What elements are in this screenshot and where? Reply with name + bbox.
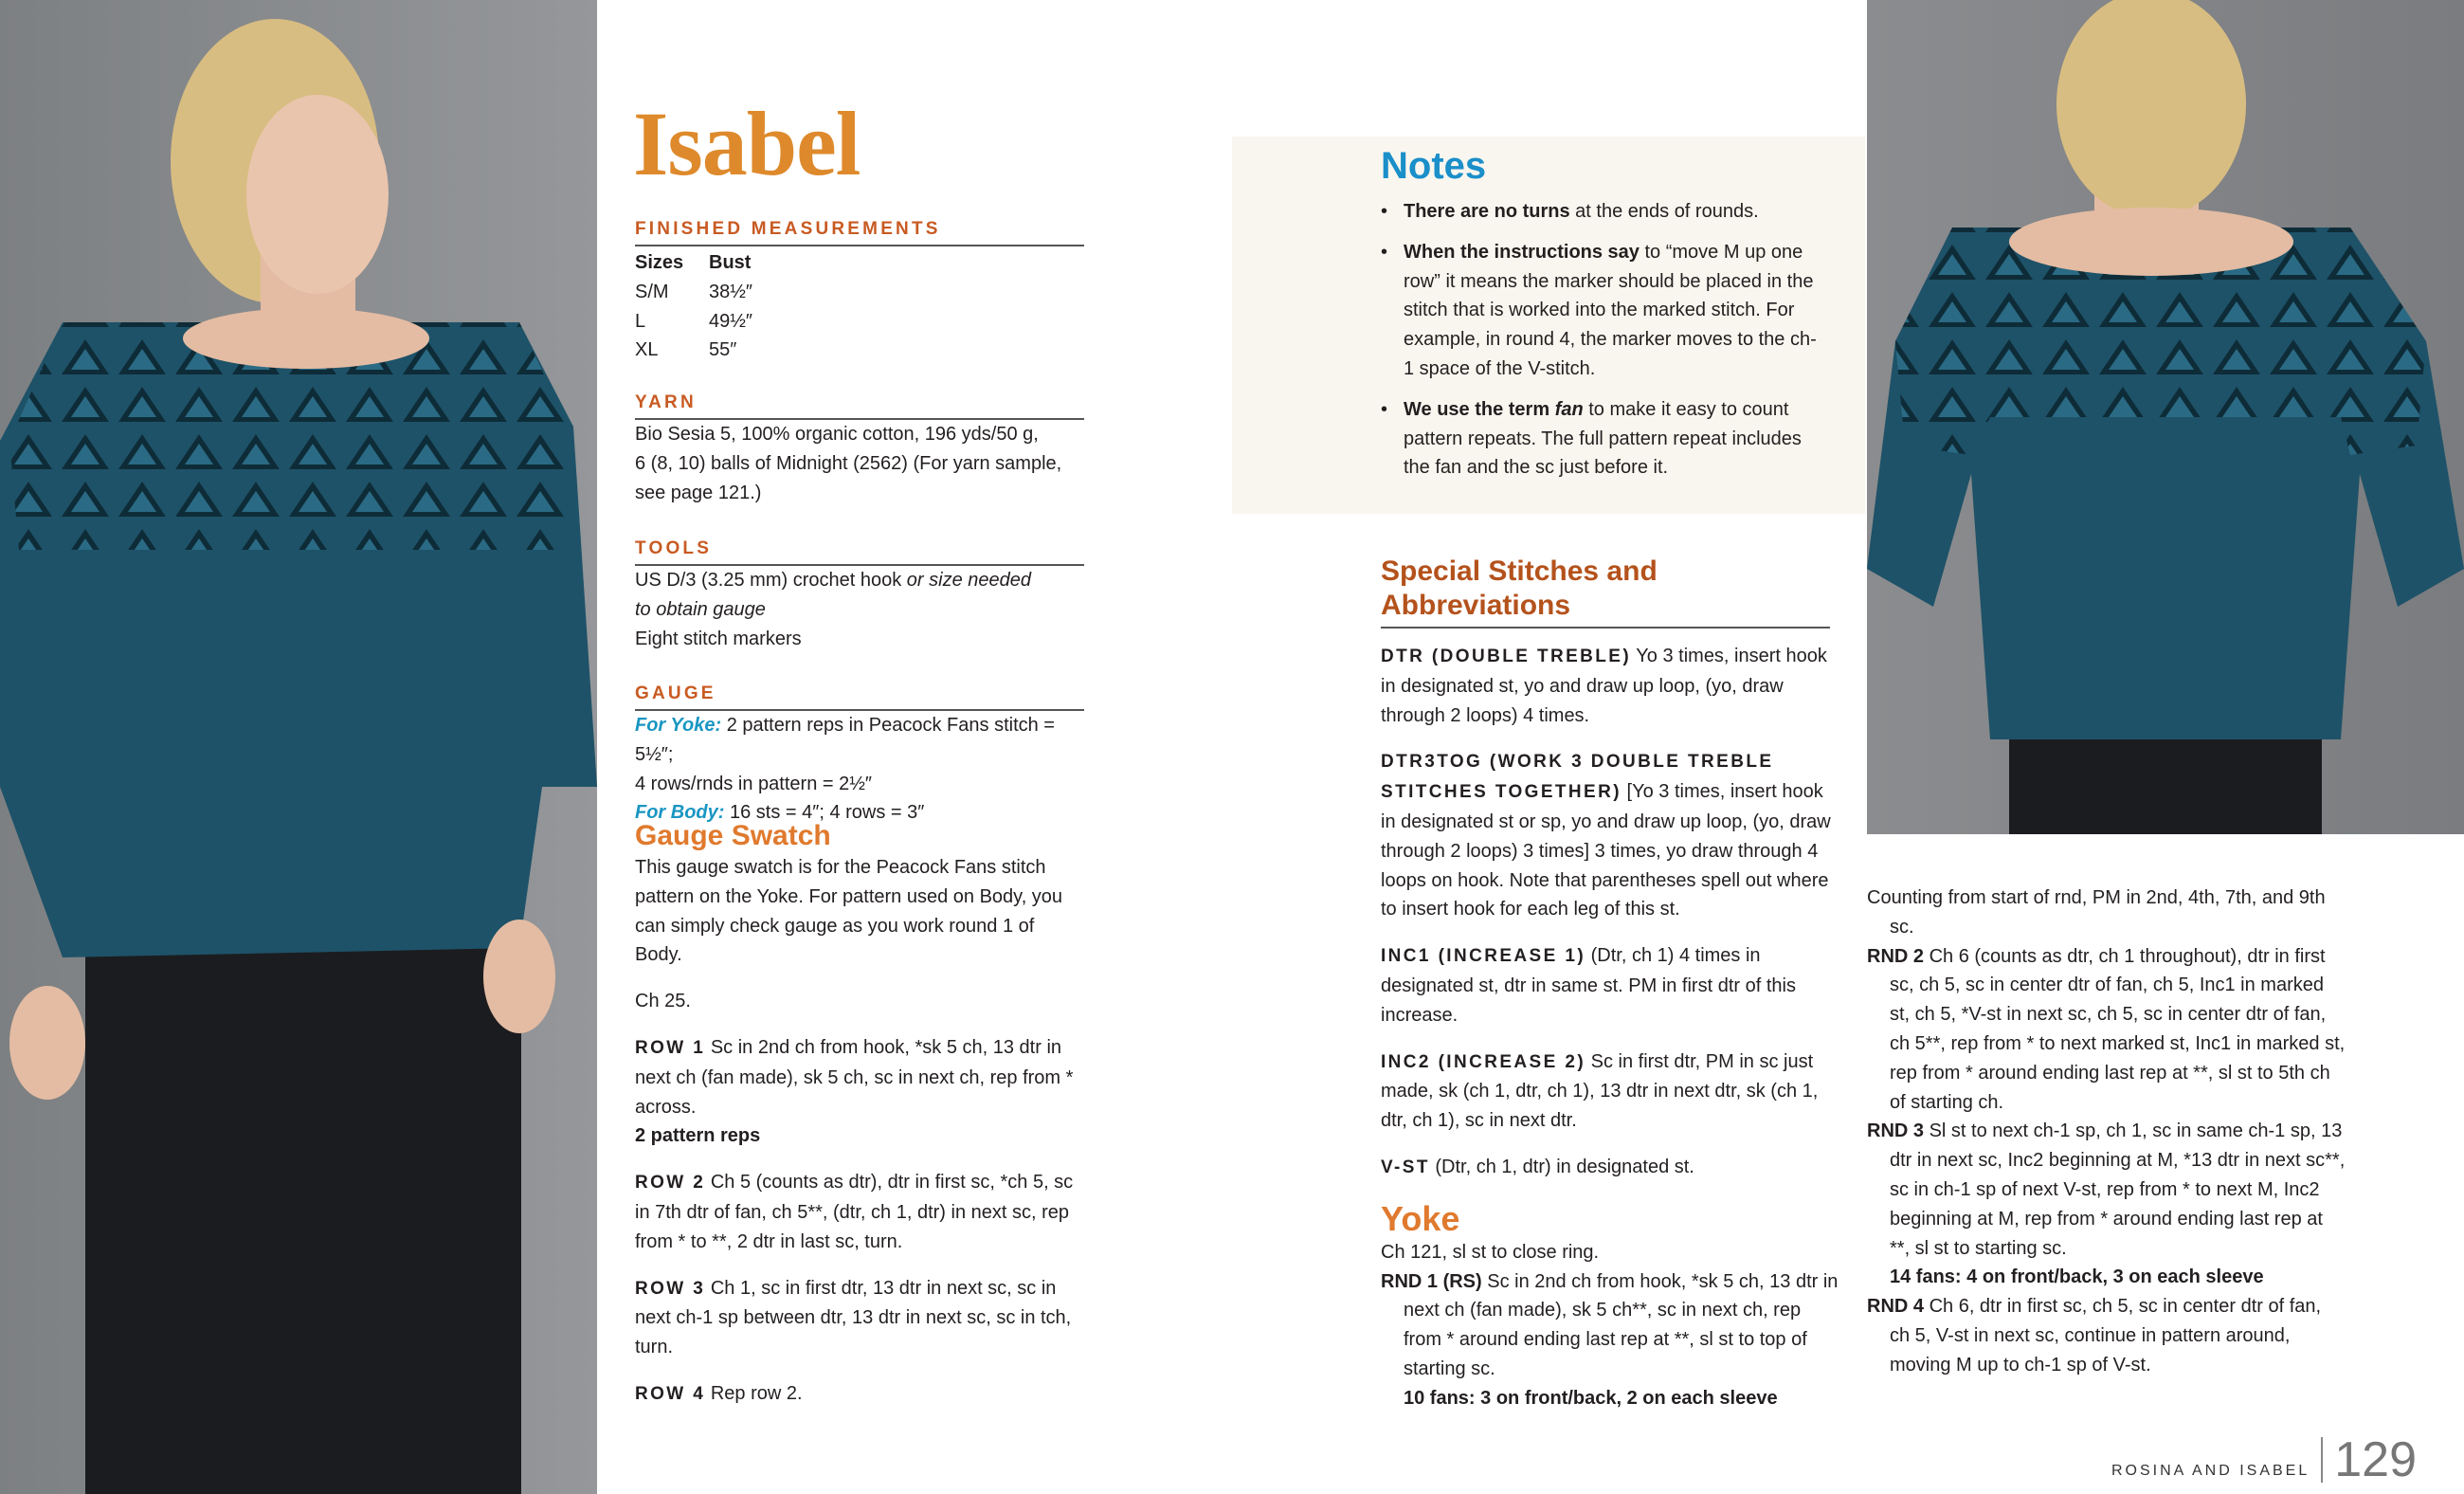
finished-measurements-section <box>635 218 1084 365</box>
note-lead: When the instructions say <box>1404 241 1640 263</box>
stitch-definition <box>1381 747 1840 924</box>
subsection-heading: Gauge Swatch <box>635 820 831 851</box>
note-lead: There are no turns <box>1404 201 1570 222</box>
yoke-gauge-line <box>635 711 1090 770</box>
section-heading: YARN <box>635 392 1084 420</box>
stitch-text: (Dtr, ch 1, dtr) in designated st. <box>1429 1156 1694 1177</box>
note-term: fan <box>1554 398 1584 420</box>
note-lead: We use the term <box>1404 398 1555 420</box>
round-intro: Counting from start of rnd, PM in 2nd, 4th, 7th, and 9th sc. <box>1867 887 2326 938</box>
round-text: Sl st to next ch-1 sp, ch 1, sc in same ch-1 sp, 13 dtr in next sc, Inc2 beginning at M, *13 dtr in next sc**, sc in ch-1 sp of next V-st, rep from * to next M, Inc2 beginning at M, rep from * around ending last rep at **, sl st to starting sc. <box>1890 1120 2346 1259</box>
round-label: RND 2 <box>1867 945 1925 967</box>
note-item <box>1381 197 1826 227</box>
bust-cell: 49½″ <box>709 310 753 332</box>
round-instruction <box>1867 1117 2346 1263</box>
special-stitches-heading: Special Stitches and Abbreviations <box>1381 555 1830 629</box>
swatch-intro: This gauge swatch is for the Peacock Fans stitch pattern on the Yoke. For pattern used on Body, you can simply check gauge as you work round 1 of Body. <box>635 857 1063 966</box>
stitch-definition <box>1381 642 1840 730</box>
row-instruction <box>635 1168 1090 1256</box>
row-instruction <box>635 1274 1090 1362</box>
row-text: Sc in 2nd ch from hook, *sk 5 ch, 13 dtr in next ch (fan made), sk 5 ch, sc in next ch, rep from * across. <box>635 1036 1074 1118</box>
body-gauge-text: 16 sts = 4″; 4 rows = 3″ <box>724 802 925 824</box>
model-front-photo <box>0 0 597 1494</box>
model-back-photo <box>1867 0 2464 834</box>
note-text: to “move M up one row” it means the marker should be placed in the stitch that is worked into the marked stitch. For example, in round 4, the marker moves to the ch-1 space of the V-stitch. <box>1404 241 1817 379</box>
gauge-swatch-section <box>635 819 1090 1427</box>
note-text: to make it easy to count pattern repeats. The full pattern repeat includes the fan and the sc just before it. <box>1404 398 1802 479</box>
column-header-sizes: Sizes <box>635 252 684 273</box>
footer-divider <box>2321 1437 2323 1483</box>
row-label: ROW 4 <box>635 1383 706 1404</box>
stitch-text: Yo 3 times, insert hook in designated st, yo and draw up loop, (yo, draw through 2 loops) 4 times. <box>1381 646 1827 726</box>
round-text: Sc in 2nd ch from hook, *sk 5 ch, 13 dtr in next ch (fan made), sk 5 ch**, sc in next ch, rep from * around ending last rep at **, sl st to top of starting sc. <box>1404 1270 1839 1379</box>
running-head: ROSINA AND ISABEL <box>2111 1463 2310 1479</box>
section-heading: FINISHED MEASUREMENTS <box>635 218 1084 246</box>
row-instruction <box>635 1033 1090 1151</box>
size-cell: S/M <box>635 281 669 302</box>
stitch-term: DTR3TOG (WORK 3 DOUBLE TREBLE STITCHES TOGETHER) <box>1381 752 1774 803</box>
round-label: RND 4 <box>1867 1296 1925 1318</box>
stitch-definition <box>1381 1153 1840 1183</box>
round-label: RND 1 (RS) <box>1381 1270 1482 1292</box>
bust-cell: 38½″ <box>709 281 753 302</box>
round-text: Ch 6, dtr in first sc, ch 5, sc in center dtr of fan, ch 5, V-st in next sc, continue in pattern around, moving M up to ch-1 sp of V-st. <box>1890 1296 2322 1376</box>
stitch-text: (Dtr, ch 1) 4 times in designated st, dtr in same st. PM in first dtr of this increase. <box>1381 945 1796 1026</box>
round-instruction <box>1381 1267 1840 1384</box>
hook-text: US D/3 (3.25 mm) crochet hook <box>635 570 907 591</box>
notes-content <box>1381 144 1826 494</box>
stitch-list <box>1381 642 1840 1183</box>
round-instruction <box>1867 1292 2346 1379</box>
notes-heading: Notes <box>1381 145 1487 187</box>
yoke-gauge-label: For Yoke: <box>635 715 722 736</box>
note-text: at the ends of rounds. <box>1569 201 1759 222</box>
stitch-term: INC2 (INCREASE 2) <box>1381 1051 1586 1072</box>
page-footer <box>1867 1424 2436 1486</box>
model-back-illustration <box>1867 0 2464 834</box>
yarn-line: 6 (8, 10) balls of Midnight (2562) (For yarn sample, <box>635 452 1062 474</box>
round-label: RND 3 <box>1867 1120 1925 1142</box>
notes-list <box>1381 197 1826 483</box>
yoke-gauge-text: 2 pattern reps in Peacock Fans stitch = 5½″; <box>635 715 1055 765</box>
notes-box <box>1232 137 1865 514</box>
pattern-title: Isabel <box>633 93 861 194</box>
hook-note: or size needed to obtain gauge <box>635 570 1031 620</box>
right-column <box>1867 884 2436 1486</box>
row-label: ROW 3 <box>635 1278 706 1299</box>
row-label: ROW 1 <box>635 1037 706 1058</box>
round-result: 10 fans: 3 on front/back, 2 on each sleeve <box>1404 1387 1778 1409</box>
row-text: Ch 5 (counts as dtr), dtr in first sc, *ch 5, sc in 7th dtr of fan, ch 5**, (dtr, ch 1, dtr) in next sc, rep from * to **, 2 dtr in last sc, turn. <box>635 1172 1074 1252</box>
note-item <box>1381 238 1826 384</box>
yarn-line: see page 121.) <box>635 482 762 503</box>
yarn-line: Bio Sesia 5, 100% organic cotton, 196 yds/50 g, <box>635 424 1039 445</box>
round-text: Ch 6 (counts as dtr, ch 1 throughout), dtr in first sc, ch 5, sc in center dtr of fan, ch 5, Inc1 in marked st, ch 5, *V-st in next sc, ch 5, sc in center dtr of fan, ch 5**, rep from * to next marked st, Inc1 in marked st, rep from * around ending last rep at **, sl st to 5th ch of starting ch. <box>1890 945 2346 1113</box>
hook-line <box>635 566 1052 625</box>
model-front-illustration <box>0 0 597 1494</box>
round-result: 14 fans: 4 on front/back, 3 on each sleeve <box>1890 1266 2264 1288</box>
row-result: 2 pattern reps <box>635 1125 761 1147</box>
page-number: 129 <box>2334 1432 2417 1487</box>
stitch-term: V-ST <box>1381 1157 1430 1177</box>
size-cell: L <box>635 310 646 332</box>
markers-text: Eight stitch markers <box>635 628 802 649</box>
yoke-continued <box>1867 884 2346 1380</box>
swatch-chain: Ch 25. <box>635 991 691 1012</box>
section-heading: GAUGE <box>635 683 1084 711</box>
stitch-text: Sc in first dtr, PM in sc just made, sk (ch 1, dtr, ch 1), 13 dtr in next dtr, sk (ch 1, dtr, ch 1), sc in next dtr. <box>1381 1050 1819 1132</box>
yoke-heading: Yoke <box>1381 1198 1460 1238</box>
bust-cell: 55″ <box>709 339 737 361</box>
section-heading: TOOLS <box>635 537 1084 566</box>
stitch-definition <box>1381 1048 1840 1136</box>
special-stitches-section <box>1381 555 1850 1183</box>
size-cell: XL <box>635 339 659 361</box>
yoke-section <box>1381 1200 1840 1413</box>
body-gauge-label: For Body: <box>635 802 725 824</box>
yoke-gauge-text-2: 4 rows/rnds in pattern = 2½″ <box>635 773 872 794</box>
column-header-bust: Bust <box>709 252 752 273</box>
yarn-section <box>635 392 1084 507</box>
gauge-section <box>635 683 1090 828</box>
yoke-chain: Ch 121, sl st to close ring. <box>1381 1241 1600 1263</box>
measurements-table <box>635 248 1084 365</box>
round-instruction <box>1867 942 2346 1118</box>
note-item <box>1381 395 1826 483</box>
row-label: ROW 2 <box>635 1173 706 1193</box>
stitch-definition <box>1381 941 1840 1029</box>
stitch-term: INC1 (INCREASE 1) <box>1381 946 1586 967</box>
row-text: Ch 1, sc in first dtr, 13 dtr in next sc, sc in next ch-1 sp between dtr, 13 dtr in next sc, sc in tch, turn. <box>635 1277 1072 1358</box>
row-text: Rep row 2. <box>705 1382 803 1404</box>
stitch-text: [Yo 3 times, insert hook in designated st or sp, yo and draw up loop, (yo, draw through 2 loops) 3 times] 3 times, yo draw through 4 loops on hook. Note that parentheses spell out where to insert hook for each leg of this st. <box>1381 781 1831 920</box>
row-instruction <box>635 1379 1090 1410</box>
tools-section <box>635 537 1084 653</box>
middle-column <box>1381 555 1850 1413</box>
stitch-term: DTR (DOUBLE TREBLE) <box>1381 647 1632 666</box>
